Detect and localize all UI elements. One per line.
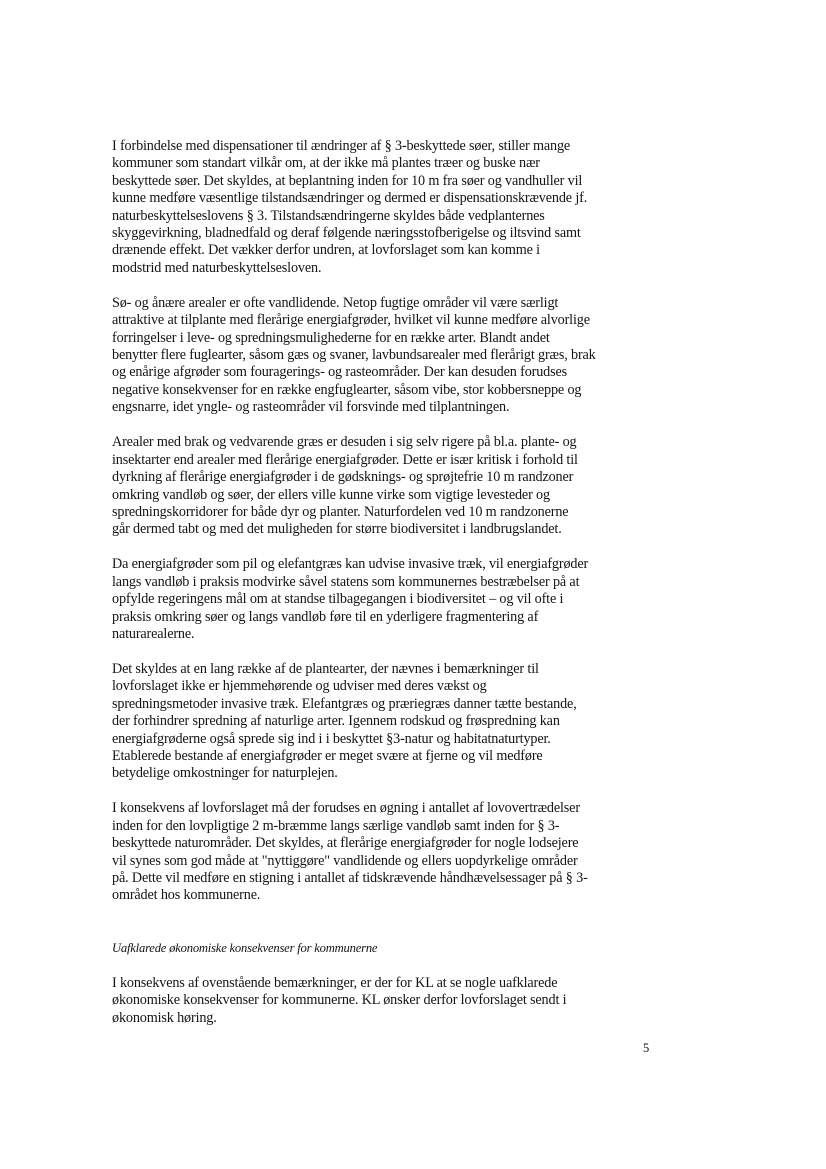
paragraph-2 — [112, 295, 598, 417]
text-line: praksis omkring søer og langs vandløb føre til en yderligere fragmentering af — [112, 608, 539, 625]
text-line: Sø- og ånære arealer er ofte vandlidende. Netop fugtige områder vil være særligt — [112, 294, 559, 311]
text-line: negative konsekvenser for en række engfuglearter, såsom vibe, stor kobbersneppe og — [112, 381, 582, 398]
text-line: betydelige omkostninger for naturplejen. — [112, 765, 338, 782]
text-line: I konsekvens af ovenstående bemærkninger, er der for KL at se nogle uafklarede — [112, 975, 558, 991]
paragraph-spacer — [112, 957, 598, 975]
text-line: attraktive at tilplante med flerårige energiafgrøder, hvilket vil kunne medføre alvorlige — [112, 312, 590, 329]
text-line: lovforslaget ikke er hjemmehørende og udviser med deres vækst og — [112, 678, 487, 695]
text-line: og enårige afgrøder som fouragerings- og rasteområder. Der kan desuden forudses — [112, 364, 567, 381]
text-line: beskyttede naturområder. Det skyldes, at flerårige energiafgrøder for nogle lodsejere — [112, 835, 579, 852]
paragraph-spacer — [112, 922, 598, 940]
text-line: Arealer med brak og vedvarende græs er desuden i sig selv rigere på bl.a. plante- og — [112, 434, 577, 451]
text-line: på. Dette vil medføre en stigning i antallet af tidskrævende håndhævelsessager på § 3- — [112, 870, 588, 886]
text-line: økonomisk høring. — [112, 1009, 217, 1026]
text-line: modstrid med naturbeskyttelsesloven. — [112, 259, 322, 276]
text-line: naturbeskyttelseslovens § 3. Tilstandsændringerne skyldes både vedplanternes — [112, 207, 545, 224]
text-line: spredningsmetoder invasive træk. Elefantgræs og præriegræs danner tætte bestande, — [112, 695, 577, 712]
paragraph-1 — [112, 138, 598, 277]
text-line: spredningskorridorer for både dyr og planter. Naturfordelen ved 10 m randzonerne — [112, 503, 569, 520]
text-line: beskyttede søer. Det skyldes, at beplantning inden for 10 m fra søer og vandhuller vil — [112, 172, 583, 189]
paragraph-spacer — [112, 905, 598, 923]
text-line: energiafgrøderne også sprede sig ind i i beskyttet §3-natur og habitatnaturtyper. — [112, 730, 551, 747]
paragraph-5 — [112, 661, 598, 783]
section-heading: Uafklarede økonomiske konsekvenser for kommunerne — [112, 941, 378, 955]
text-line: I forbindelse med dispensationer til ændringer af § 3-beskyttede søer, stiller mange — [112, 138, 571, 154]
paragraph-final — [112, 975, 598, 1027]
text-line: skyggevirkning, bladnedfald og deraf følgende næringsstofberigelse og iltsvind samt — [112, 225, 581, 242]
text-line: inden for den lovpligtige 2 m-bræmme langs særlige vandløb samt inden for § 3- — [112, 817, 560, 834]
text-line: drænende effekt. Det vækker derfor undren, at lovforslaget som kan komme i — [112, 242, 540, 259]
text-line: insektarter end arealer med flerårige energiafgrøder. Dette er især kritisk i forhold til — [112, 451, 578, 468]
paragraph-6 — [112, 800, 598, 904]
paragraph-spacer — [112, 539, 598, 557]
text-line: går dermed tabt og med det muligheden for større biodiversitet i landbrugslandet. — [112, 521, 562, 538]
text-line: benytter flere fuglearter, såsom gæs og svaner, lavbundsarealer med flerårigt græs, brak — [112, 347, 596, 364]
text-line: naturarealerne. — [112, 625, 195, 642]
paragraph-spacer — [112, 643, 598, 661]
text-line: kunne medføre væsentlige tilstandsændringer og dermed er dispensationskrævende jf. — [112, 190, 588, 207]
text-line: der forhindrer spredning af naturlige arter. Igennem rodskud og frøspredning kan — [112, 713, 560, 730]
document-body — [112, 138, 598, 1027]
text-line: området hos kommunerne. — [112, 887, 261, 904]
text-line: Da energiafgrøder som pil og elefantgræs kan udvise invasive træk, vil energiafgrøder — [112, 556, 589, 573]
text-line: Etablerede bestande af energiafgrøder er meget svære at fjerne og vil medføre — [112, 747, 543, 764]
text-line: kommuner som standart vilkår om, at der ikke må plantes træer og buske nær — [112, 155, 540, 172]
paragraph-4 — [112, 556, 598, 643]
text-line: engsnarre, idet yngle- og rasteområder vil forsvinde med tilplantningen. — [112, 399, 510, 416]
paragraph-spacer — [112, 417, 598, 435]
text-line: I konsekvens af lovforslaget må der forudses en øgning i antallet af lovovertrædelser — [112, 800, 580, 817]
paragraph-3 — [112, 434, 598, 538]
page-number: 5 — [643, 1041, 650, 1055]
text-line: vil synes som god måde at "nyttiggøre" vandlidende og ellers uopdyrkelige områder — [112, 852, 578, 869]
text-line: forringelser i leve- og spredningsmulighederne for en række arter. Blandt andet — [112, 329, 550, 346]
paragraph-spacer — [112, 277, 598, 295]
text-line: omkring vandløb og søer, der ellers ville kunne virke som vigtige levesteder og — [112, 486, 550, 503]
text-line: opfylde regeringens mål om at standse tilbagegangen i biodiversitet – og vil ofte i — [112, 591, 564, 608]
text-line: dyrkning af flerårige energiafgrøder i de gødsknings- og sprøjtefrie 10 m randzoner — [112, 469, 574, 486]
text-line: Det skyldes at en lang række af de plantearter, der nævnes i bemærkninger til — [112, 660, 539, 677]
text-line: økonomiske konsekvenser for kommunerne. KL ønsker derfor lovforslaget sendt i — [112, 992, 567, 1009]
text-line: langs vandløb i praksis modvirke såvel statens som kommunernes bestræbelser på at — [112, 573, 580, 590]
paragraph-spacer — [112, 783, 598, 801]
